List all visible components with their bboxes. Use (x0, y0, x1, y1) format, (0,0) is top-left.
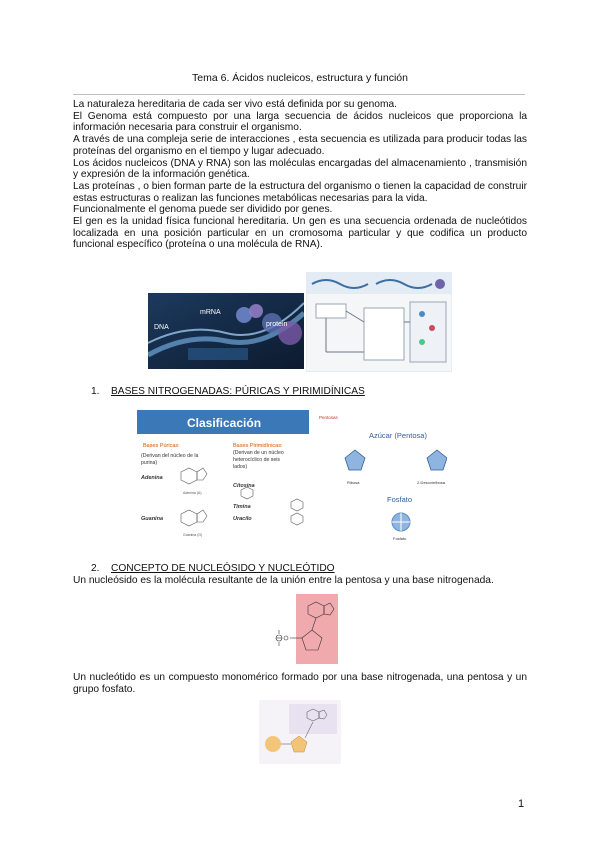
phosphate-title: Fosfato (387, 495, 413, 504)
section2-number: 2. (91, 563, 100, 574)
dna-label: DNA (154, 324, 169, 331)
adenina-structure-icon (181, 468, 207, 484)
intro-paragraph: La naturaleza hereditaria de cada ser vivo está definida por su genoma. (73, 99, 397, 110)
mrna-label: mRNA (200, 309, 221, 316)
nucleotide-base-region (289, 704, 337, 734)
section1-heading (91, 386, 365, 397)
puric-bases-title: Bases Púricas: (143, 443, 180, 449)
phosphate-caption: Fosfato (393, 536, 407, 541)
intro-paragraph: A través de una compleja serie de interacciones , esta secuencia es utilizada para producir todas las proteínas del organismo en el tiempo y lugar adecuado. (73, 134, 527, 157)
intro-text (73, 99, 527, 251)
nitrogen-bases-classification-figure (137, 410, 447, 544)
deoxyribose-icon (427, 450, 447, 470)
intro-paragraph: Las proteínas , o bien forman parte de la estructura del organismo o tienen la capacidad de construir estas estructuras o realizan las funciones metabólicas necesarias para la vida. (73, 180, 527, 204)
intro-paragraph: Los ácidos nucleicos (DNA y RNA) son las moléculas encargadas del almacenamiento , transmisión y expresión de la información genética. (73, 157, 527, 181)
dna-mrna-protein-illustration (148, 293, 304, 369)
nucleoside-structure-figure (262, 594, 342, 666)
adenina-caption: Adenina (A) (183, 491, 202, 495)
protein-label: protein (266, 321, 288, 328)
section1-number: 1. (91, 386, 100, 397)
desoxirribosa-caption: 2-Desoxirribosa (417, 480, 446, 485)
nucleotide-structure-figure (259, 700, 341, 764)
gene-expression-diagram (306, 272, 452, 372)
intro-paragraph: El Genoma está compuesto por una larga secuencia de ácidos nucleicos que proporciona la información necesaria para construir el organismo. (73, 110, 527, 134)
sugar-title: Azúcar (Pentosa) (369, 431, 427, 440)
uracilo-structure-icon (291, 513, 303, 525)
citosina-label: Citosina (233, 483, 255, 489)
phosphate-group-icon (265, 736, 281, 752)
pentosas-corner-label: Pentosas (319, 415, 338, 420)
section1-title: BASES NITROGENADAS: PÚRICAS Y PIRIMIDÍNICAS (111, 386, 365, 397)
guanina-caption: Guanina (G) (183, 533, 203, 537)
page-header-title: Tema 6. Ácidos nucleicos, estructura y función (192, 72, 408, 84)
section2-title: CONCEPTO DE NUCLEÓSIDO Y NUCLEÓTIDO (111, 563, 335, 574)
nitrogen-base-highlight (296, 594, 338, 664)
nucleosido-definition: Un nucleósido es la molécula resultante de la unión entre la pentosa y una base nitrogenada. (73, 575, 494, 586)
uracilo-label: Uracilo (233, 516, 252, 522)
puric-bases-desc: (Derivan del núcleo de la purina) (141, 453, 199, 466)
pyrimidine-bases-desc: (Derivan de un núcleo heterocíclico de seis lados) (233, 450, 284, 470)
timina-structure-icon (291, 499, 303, 511)
guanina-label: Guanina (141, 516, 164, 522)
adenina-label: Adenina (141, 475, 163, 481)
pyrimidine-bases-title: Bases Pirimidínicas: (233, 443, 283, 449)
guanina-structure-icon (181, 510, 207, 526)
ribosa-caption: Ribosa (347, 480, 360, 485)
intro-paragraph: Funcionalmente el genoma puede ser dividido por genes. (73, 204, 333, 216)
ribose-icon (345, 450, 365, 470)
nucleotido-definition: Un nucleótido es un compuesto monomérico formado por una base nitrogenada, una pentosa y un grupo fosfato. (73, 672, 527, 695)
intro-paragraph: El gen es la unidad física funcional hereditaria. Un gen es una secuencia ordenada de nucleótidos localizada en una posición particular en un cromosoma particular y que codifica un producto funcional específico (proteína o una molécula de RNA). (73, 216, 527, 251)
timina-label: Timina (233, 504, 251, 510)
section2-heading (91, 563, 335, 574)
header-divider (73, 94, 525, 95)
classification-title: Clasificación (187, 416, 262, 430)
page-number: 1 (518, 798, 525, 810)
